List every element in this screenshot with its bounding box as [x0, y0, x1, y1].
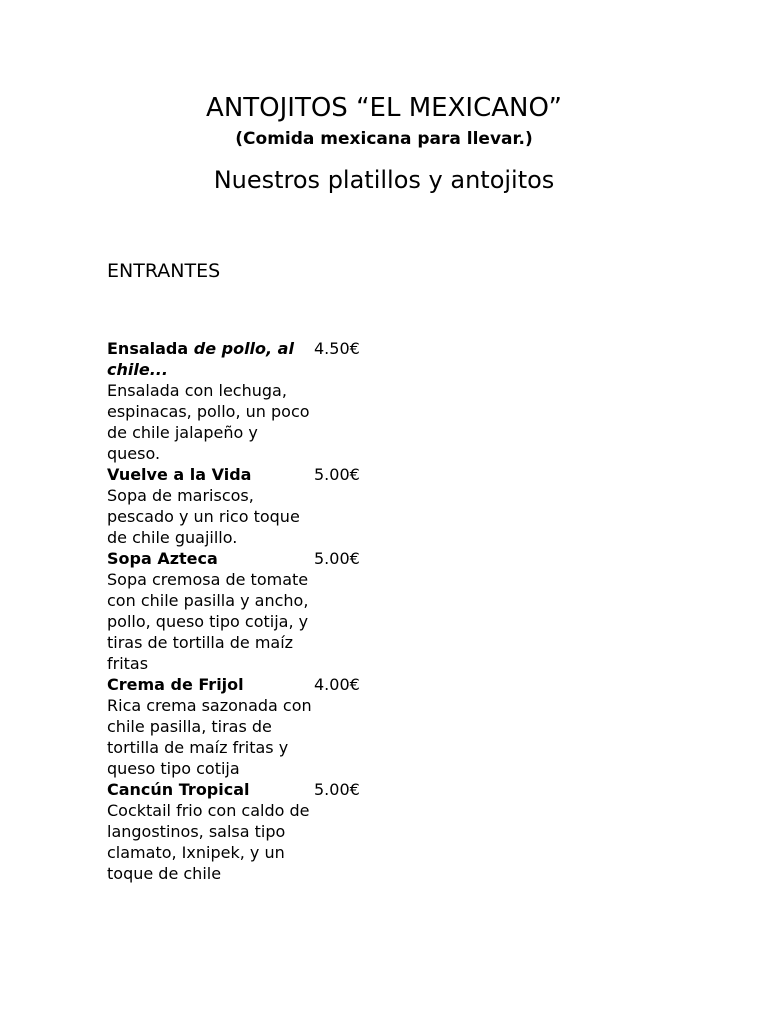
item-name: Sopa Azteca — [107, 549, 218, 568]
item-description: Ensalada con lechuga, espinacas, pollo, un poco de chile jalapeño y queso. — [107, 381, 310, 463]
item-price: 4.00€ — [314, 675, 360, 694]
item-name: Vuelve a la Vida — [107, 465, 252, 484]
item-description: Sopa cremosa de tomate con chile pasilla y ancho, pollo, queso tipo cotija, y tiras de tortilla de maíz fritas — [107, 570, 309, 673]
item-price: 5.00€ — [314, 549, 360, 568]
item-name — [107, 338, 314, 380]
menu-list — [107, 338, 377, 884]
item-description: Sopa de mariscos, pescado y un rico toque de chile guajillo. — [107, 486, 300, 547]
menu-item — [107, 779, 377, 884]
item-name: Crema de Frijol — [107, 675, 244, 694]
restaurant-title: ANTOJITOS “EL MEXICANO” — [206, 93, 562, 123]
menu-item — [107, 548, 377, 674]
item-price: 4.50€ — [314, 339, 360, 358]
menu-item — [107, 464, 377, 548]
menu-item — [107, 674, 377, 779]
restaurant-subtitle: (Comida mexicana para llevar.) — [235, 129, 533, 149]
item-name-italic: de pollo, al chile... — [107, 339, 294, 379]
item-price: 5.00€ — [314, 465, 360, 484]
item-description: Rica crema sazonada con chile pasilla, tiras de tortilla de maíz fritas y queso tipo cotija — [107, 696, 312, 778]
menu-item — [107, 338, 377, 464]
item-name-plain: Ensalada — [107, 339, 194, 358]
item-name: Cancún Tropical — [107, 780, 250, 799]
menu-heading: Nuestros platillos y antojitos — [213, 166, 555, 194]
section-heading: ENTRANTES — [107, 260, 221, 282]
item-description: Cocktail frio con caldo de langostinos, salsa tipo clamato, Ixnipek, y un toque de chile — [107, 801, 310, 883]
item-price: 5.00€ — [314, 780, 360, 799]
